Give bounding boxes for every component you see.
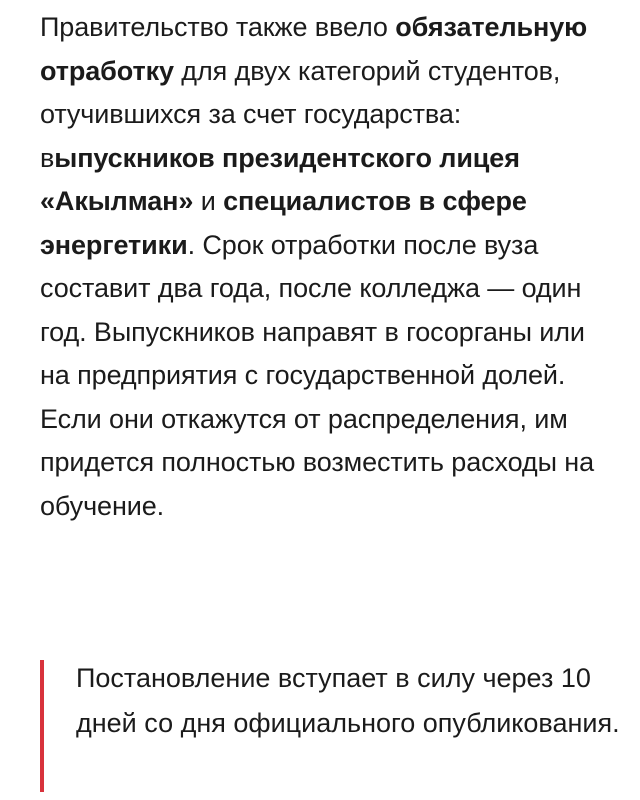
- text-span: Правительство также ввело: [40, 12, 396, 42]
- bold-phrase-mandatory-work: обязательную отработку: [40, 12, 588, 86]
- text-span: . Срок отработки после вуза составит два года, после колледжа — один год. Выпускников направят в госорганы или на предприятия с государственной долей. Если они откажутся от распределения, им придется полностью возместить расходы на обучение.: [40, 229, 595, 521]
- article-body: [40, 6, 620, 528]
- bold-phrase-lyceum-graduates: ыпускников президентского лицея «Акылман»: [40, 142, 520, 216]
- quote-text: Постановление вступает в силу через 10 дней со дня официального опубликования.: [76, 663, 620, 738]
- quote-accent-bar: [40, 660, 44, 792]
- article-paragraph: [40, 6, 620, 528]
- bold-phrase-energy-specialists: специалистов в сфере энергетики: [40, 186, 527, 260]
- text-span: и: [193, 186, 224, 216]
- text-span: для двух категорий студентов, отучившихся за счет государства: в: [40, 55, 561, 173]
- blockquote: [40, 656, 620, 796]
